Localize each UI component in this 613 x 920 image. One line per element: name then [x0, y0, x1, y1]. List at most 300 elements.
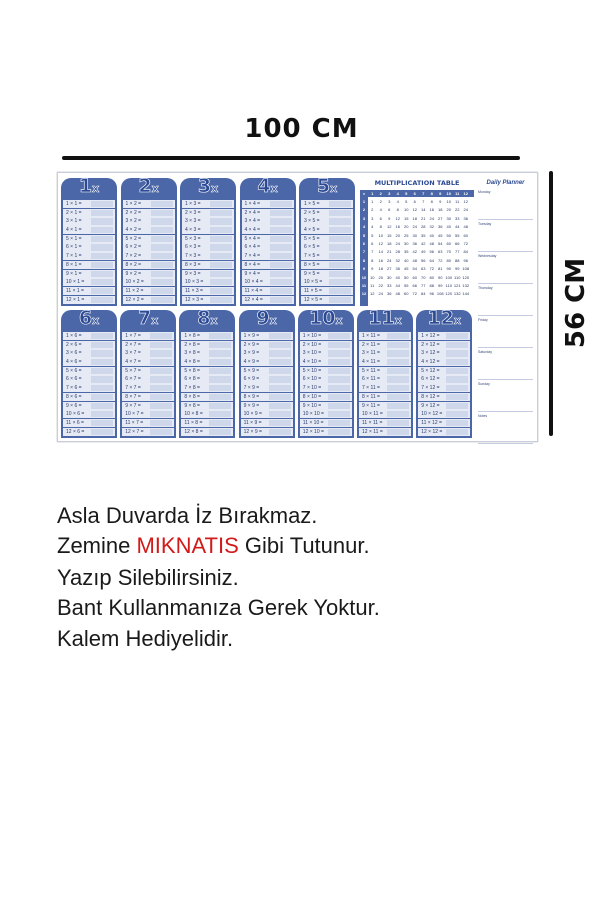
planner-day-row[interactable]: Tuesday [478, 220, 533, 252]
equation-text: 7 × 2 = [125, 253, 142, 260]
equation-text: 11 × 12 = [421, 419, 442, 426]
equation-row [418, 428, 470, 436]
equation-text: 12 × 6 = [66, 428, 85, 435]
card-body [61, 330, 117, 438]
mt-cell: 12 [387, 224, 392, 230]
answer-blank[interactable] [328, 420, 350, 426]
answer-blank[interactable] [269, 359, 291, 365]
answer-blank[interactable] [209, 368, 231, 374]
answer-blank[interactable] [387, 376, 409, 382]
times-table-card [120, 307, 176, 438]
card-title-suffix: x [394, 314, 402, 327]
answer-blank[interactable] [151, 201, 173, 207]
answer-blank[interactable] [91, 420, 113, 426]
answer-blank[interactable] [210, 201, 232, 207]
answer-blank[interactable] [91, 394, 113, 400]
equation-row [241, 367, 293, 375]
mt-cell: 18 [412, 215, 417, 221]
equation-row [182, 209, 234, 217]
mt-cell: 48 [463, 224, 468, 230]
answer-blank[interactable] [210, 297, 232, 303]
answer-blank[interactable] [150, 403, 172, 409]
card-title-suffix: x [453, 314, 461, 327]
answer-blank[interactable] [269, 350, 291, 356]
answer-blank[interactable] [151, 271, 173, 277]
equation-text: 3 × 7 = [125, 350, 141, 357]
height-dimension-line [549, 171, 553, 436]
equation-text: 5 × 5 = [304, 235, 320, 242]
answer-blank[interactable] [209, 385, 231, 391]
card-title [357, 307, 413, 329]
mt-cell: 44 [455, 224, 460, 230]
answer-blank[interactable] [387, 411, 409, 417]
mt-cell: 30 [412, 232, 417, 238]
answer-blank[interactable] [91, 429, 113, 435]
equation-row [181, 375, 233, 383]
answer-blank[interactable] [150, 385, 172, 391]
equation-row [301, 296, 353, 304]
equation-row [63, 217, 115, 225]
answer-blank[interactable] [446, 368, 468, 374]
answer-blank[interactable] [150, 368, 172, 374]
equation-row [242, 287, 294, 295]
planner-day-row[interactable]: Saturday [478, 348, 533, 380]
answer-blank[interactable] [328, 342, 350, 348]
equation-row [418, 341, 470, 349]
equation-row [301, 235, 353, 243]
card-title-number: 10 [309, 307, 336, 329]
answer-blank[interactable] [91, 333, 113, 339]
answer-blank[interactable] [91, 210, 113, 216]
answer-blank[interactable] [209, 394, 231, 400]
equation-row [63, 209, 115, 217]
mt-row-header-cell: 4 [362, 224, 366, 230]
answer-blank[interactable] [269, 342, 291, 348]
answer-blank[interactable] [150, 350, 172, 356]
answer-blank[interactable] [91, 288, 113, 294]
equation-text: 5 × 12 = [421, 367, 440, 374]
equation-row [63, 393, 115, 401]
answer-blank[interactable] [270, 227, 292, 233]
mt-cell: 88 [455, 257, 460, 263]
answer-blank[interactable] [269, 368, 291, 374]
answer-blank[interactable] [387, 394, 409, 400]
mt-cell: 12 [378, 241, 383, 246]
answer-blank[interactable] [91, 350, 113, 356]
answer-blank[interactable] [270, 288, 292, 294]
mt-cell: 99 [438, 283, 443, 288]
answer-blank[interactable] [150, 411, 172, 417]
equation-text: 9 × 3 = [185, 270, 201, 277]
answer-blank[interactable] [329, 271, 351, 277]
answer-blank[interactable] [446, 411, 468, 417]
answer-blank[interactable] [150, 333, 172, 339]
answer-blank[interactable] [210, 253, 232, 259]
equation-text: 2 × 1 = [66, 209, 82, 216]
mt-header-cell: 7 [422, 191, 425, 196]
mt-cell: 56 [421, 257, 426, 263]
card-title [121, 175, 177, 197]
mt-cell: 108 [462, 266, 470, 272]
card-title-suffix: x [151, 314, 159, 327]
answer-blank[interactable] [210, 271, 232, 277]
equation-row [63, 235, 115, 243]
answer-blank[interactable] [151, 262, 173, 268]
equation-text: 10 × 1 = [66, 279, 85, 286]
mt-cell: 30 [387, 274, 392, 280]
answer-blank[interactable] [329, 210, 351, 216]
mt-cell: 60 [446, 241, 451, 246]
answer-blank[interactable] [329, 288, 351, 294]
planner-day-row[interactable]: Notes [478, 412, 533, 444]
card-title-suffix: x [270, 182, 278, 195]
mt-cell: 10 [370, 274, 375, 280]
answer-blank[interactable] [209, 411, 231, 417]
planner-day-row[interactable]: Monday [478, 188, 533, 220]
mt-cell: 5 [405, 199, 408, 204]
equation-text: 1 × 10 = [302, 333, 322, 339]
equation-row [241, 341, 293, 349]
answer-blank[interactable] [91, 342, 113, 348]
answer-blank[interactable] [270, 253, 292, 259]
answer-blank[interactable] [151, 210, 173, 216]
mt-cell: 6 [371, 241, 374, 246]
answer-blank[interactable] [270, 218, 292, 224]
equation-text: 6 × 7 = [125, 376, 141, 383]
equation-text: 6 × 8 = [184, 376, 200, 383]
answer-blank[interactable] [328, 376, 350, 382]
answer-blank[interactable] [151, 236, 173, 242]
equation-row [301, 252, 353, 260]
answer-blank[interactable] [269, 411, 291, 417]
answer-blank[interactable] [387, 359, 409, 365]
answer-blank[interactable] [91, 262, 113, 268]
answer-blank[interactable] [270, 262, 292, 268]
answer-blank[interactable] [269, 333, 291, 339]
equation-row [182, 296, 234, 304]
mt-cell: 55 [404, 283, 409, 288]
answer-blank[interactable] [328, 394, 350, 400]
answer-blank[interactable] [270, 236, 292, 242]
answer-blank[interactable] [387, 429, 409, 435]
equation-row [63, 287, 115, 295]
answer-blank[interactable] [150, 342, 172, 348]
equation-text: 4 × 8 = [184, 359, 200, 366]
equation-text: 7 × 4 = [244, 253, 261, 260]
answer-blank[interactable] [150, 394, 172, 400]
equation-text: 5 × 3 = [185, 235, 201, 242]
equation-text: 6 × 11 = [362, 376, 380, 383]
mt-cell: 16 [378, 257, 383, 263]
answer-blank[interactable] [91, 244, 113, 250]
equation-text: 9 × 7 = [125, 402, 141, 409]
mt-cell: 64 [429, 257, 434, 263]
answer-blank[interactable] [387, 342, 409, 348]
answer-blank[interactable] [446, 385, 468, 391]
equation-row [122, 375, 174, 383]
answer-blank[interactable] [91, 376, 113, 382]
card-title-suffix: x [211, 182, 219, 195]
mt-cell: 100 [445, 274, 453, 280]
answer-blank[interactable] [270, 244, 292, 250]
mt-cell: 12 [463, 199, 468, 204]
answer-blank[interactable] [209, 342, 231, 348]
equation-row [181, 341, 233, 349]
card-body [416, 330, 472, 438]
planner-day-row[interactable]: Sunday [478, 380, 533, 412]
answer-blank[interactable] [329, 244, 351, 250]
equation-row [181, 393, 233, 401]
answer-blank[interactable] [91, 271, 113, 277]
daily-planner [478, 178, 533, 436]
answer-blank[interactable] [210, 279, 232, 285]
equation-text: 6 × 1 = [66, 244, 82, 251]
answer-blank[interactable] [150, 420, 172, 426]
answer-blank[interactable] [329, 236, 351, 242]
answer-blank[interactable] [91, 227, 113, 233]
card-title-suffix: x [92, 182, 100, 195]
mt-cell: 56 [429, 249, 434, 255]
mt-cell: 16 [429, 207, 434, 213]
answer-blank[interactable] [446, 376, 468, 382]
answer-blank[interactable] [150, 429, 172, 435]
answer-blank[interactable] [91, 385, 113, 391]
mt-cell: 72 [438, 257, 443, 263]
card-body [120, 330, 176, 438]
answer-blank[interactable] [387, 350, 409, 356]
answer-blank[interactable] [387, 403, 409, 409]
answer-blank[interactable] [270, 210, 292, 216]
mt-cell: 110 [445, 283, 452, 288]
equation-row [122, 410, 174, 418]
mt-header-cell: 9 [439, 191, 442, 196]
mt-cell: 20 [395, 232, 400, 238]
mt-cell: 27 [387, 266, 392, 272]
equation-row [182, 270, 234, 278]
answer-blank[interactable] [150, 359, 172, 365]
answer-blank[interactable] [269, 403, 291, 409]
mt-cell: 6 [388, 207, 391, 213]
answer-blank[interactable] [151, 297, 173, 303]
equation-text: 10 × 7 = [125, 411, 144, 418]
answer-blank[interactable] [446, 359, 468, 365]
equation-text: 5 × 6 = [66, 367, 82, 374]
card-title-suffix: x [151, 182, 159, 195]
answer-blank[interactable] [269, 429, 291, 435]
equation-row [300, 349, 352, 357]
answer-blank[interactable] [150, 376, 172, 382]
equation-row [123, 252, 175, 260]
mt-cell: 33 [455, 215, 460, 221]
answer-blank[interactable] [209, 350, 231, 356]
mt-cell: 15 [387, 232, 392, 238]
answer-blank[interactable] [210, 218, 232, 224]
mt-cell: 20 [446, 207, 451, 213]
answer-blank[interactable] [209, 359, 231, 365]
answer-blank[interactable] [151, 218, 173, 224]
equation-text: 1 × 7 = [125, 333, 141, 339]
answer-blank[interactable] [328, 350, 350, 356]
answer-blank[interactable] [151, 253, 173, 259]
answer-blank[interactable] [328, 359, 350, 365]
answer-blank[interactable] [328, 411, 350, 417]
planner-day-row[interactable]: Wednesday [478, 252, 533, 284]
planner-day-row[interactable]: Friday [478, 316, 533, 348]
equation-row [123, 287, 175, 295]
answer-blank[interactable] [210, 236, 232, 242]
equation-text: 10 × 10 = [302, 411, 324, 418]
answer-blank[interactable] [209, 420, 231, 426]
card-title-number: 4 [257, 175, 271, 197]
answer-blank[interactable] [91, 218, 113, 224]
mt-cell: 7 [371, 249, 374, 255]
equation-text: 11 × 5 = [304, 287, 322, 294]
width-dimension-line [62, 156, 520, 160]
answer-blank[interactable] [446, 429, 468, 435]
answer-blank[interactable] [270, 297, 292, 303]
answer-blank[interactable] [270, 279, 292, 285]
answer-blank[interactable] [210, 262, 232, 268]
mt-cell: 9 [371, 266, 374, 272]
answer-blank[interactable] [151, 227, 173, 233]
times-table-card [180, 175, 236, 306]
equation-row [181, 428, 233, 436]
answer-blank[interactable] [387, 368, 409, 374]
answer-blank[interactable] [91, 403, 113, 409]
equation-text: 9 × 4 = [244, 270, 261, 277]
answer-blank[interactable] [269, 420, 291, 426]
card-title-number: 7 [138, 307, 152, 329]
answer-blank[interactable] [210, 227, 232, 233]
answer-blank[interactable] [446, 342, 468, 348]
equation-text: 9 × 11 = [362, 402, 380, 409]
answer-blank[interactable] [210, 244, 232, 250]
mt-cell: 44 [395, 283, 400, 288]
card-title [239, 307, 295, 329]
equation-text: 10 × 4 = [244, 279, 263, 286]
answer-blank[interactable] [91, 236, 113, 242]
mt-cell: 21 [421, 215, 426, 221]
answer-blank[interactable] [329, 297, 351, 303]
answer-blank[interactable] [328, 333, 350, 339]
mt-row-header-cell: 2 [362, 207, 366, 213]
mt-row-header-cell: 11 [361, 283, 367, 288]
answer-blank[interactable] [446, 403, 468, 409]
equation-row [418, 419, 470, 427]
card-title [299, 175, 355, 197]
answer-blank[interactable] [91, 279, 113, 285]
equation-row [242, 252, 294, 260]
equation-text: 3 × 8 = [184, 350, 200, 357]
answer-blank[interactable] [91, 411, 113, 417]
answer-blank[interactable] [269, 385, 291, 391]
equation-row [123, 200, 175, 208]
equation-text: 8 × 3 = [185, 261, 201, 268]
answer-blank[interactable] [446, 420, 468, 426]
daily-planner-title: Daily Planner [486, 180, 525, 186]
answer-blank[interactable] [151, 279, 173, 285]
equation-row [359, 367, 411, 375]
card-body [240, 198, 296, 306]
mt-cell: 63 [438, 249, 443, 255]
answer-blank[interactable] [210, 288, 232, 294]
answer-blank[interactable] [269, 394, 291, 400]
equation-row [242, 209, 294, 217]
equation-row [122, 393, 174, 401]
mt-header-cell: 8 [430, 191, 433, 196]
answer-blank[interactable] [329, 201, 351, 207]
equation-text: 11 × 10 = [302, 419, 324, 426]
card-body [179, 330, 235, 438]
times-table-card [240, 175, 296, 306]
mt-cell: 10 [404, 207, 409, 213]
equation-text: 12 × 11 = [362, 428, 383, 435]
equation-row [123, 217, 175, 225]
equation-row [181, 402, 233, 410]
answer-blank[interactable] [91, 368, 113, 374]
equation-text: 12 × 3 = [185, 296, 204, 303]
answer-blank[interactable] [209, 376, 231, 382]
equation-row [241, 428, 293, 436]
answer-blank[interactable] [151, 244, 173, 250]
answer-blank[interactable] [387, 420, 409, 426]
answer-blank[interactable] [329, 218, 351, 224]
answer-blank[interactable] [329, 227, 351, 233]
equation-row [181, 349, 233, 357]
answer-blank[interactable] [91, 297, 113, 303]
equation-row [300, 402, 352, 410]
equation-text: 8 × 1 = [66, 261, 82, 268]
equation-row [301, 200, 353, 208]
answer-blank[interactable] [209, 403, 231, 409]
answer-blank[interactable] [446, 350, 468, 356]
card-body [357, 330, 413, 438]
answer-blank[interactable] [209, 333, 231, 339]
equation-row [359, 375, 411, 383]
answer-blank[interactable] [328, 385, 350, 391]
equation-row [122, 428, 174, 436]
answer-blank[interactable] [328, 429, 350, 435]
mt-cell: 1 [371, 199, 374, 204]
answer-blank[interactable] [91, 359, 113, 365]
answer-blank[interactable] [269, 376, 291, 382]
mt-cell: 42 [412, 249, 417, 255]
answer-blank[interactable] [151, 288, 173, 294]
equation-row [418, 393, 470, 401]
answer-blank[interactable] [328, 368, 350, 374]
planner-day-row[interactable]: Thursday [478, 284, 533, 316]
answer-blank[interactable] [91, 253, 113, 259]
card-title-number: 2 [138, 175, 152, 197]
answer-blank[interactable] [270, 271, 292, 277]
answer-blank[interactable] [328, 403, 350, 409]
answer-blank[interactable] [329, 253, 351, 259]
equation-row [359, 393, 411, 401]
equation-row [63, 358, 115, 366]
answer-blank[interactable] [387, 333, 409, 339]
answer-blank[interactable] [329, 279, 351, 285]
answer-blank[interactable] [91, 201, 113, 207]
answer-blank[interactable] [446, 333, 468, 339]
answer-blank[interactable] [270, 201, 292, 207]
equation-row [122, 419, 174, 427]
equation-row [418, 332, 470, 340]
answer-blank[interactable] [329, 262, 351, 268]
answer-blank[interactable] [446, 394, 468, 400]
answer-blank[interactable] [387, 385, 409, 391]
answer-blank[interactable] [209, 429, 231, 435]
answer-blank[interactable] [210, 210, 232, 216]
